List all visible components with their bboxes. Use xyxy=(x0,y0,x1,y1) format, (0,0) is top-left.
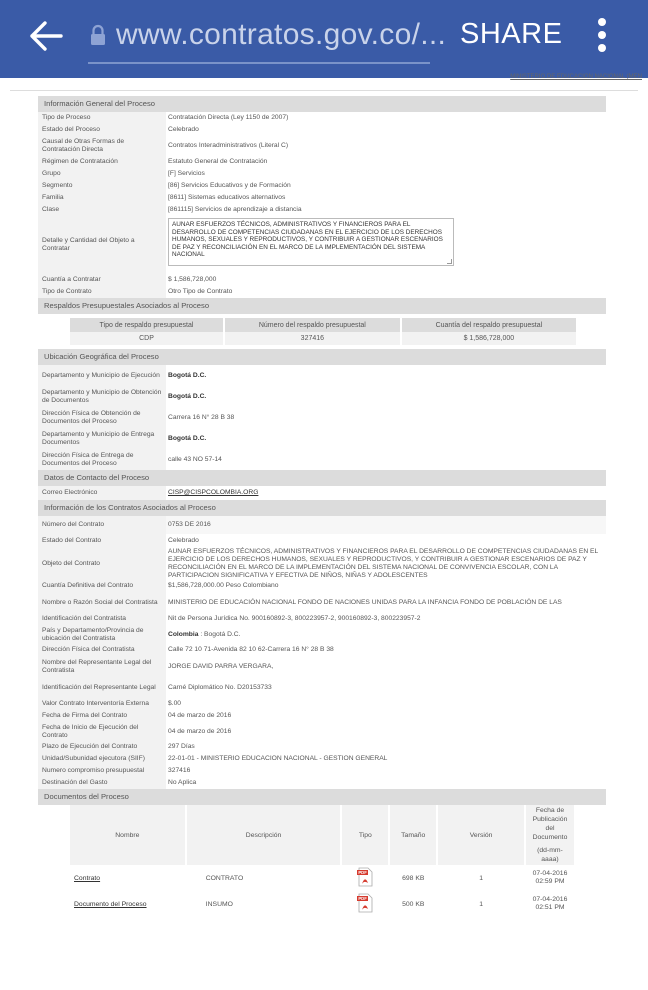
budget-table xyxy=(70,318,578,345)
pdf-file-icon[interactable] xyxy=(356,867,374,887)
row-label: Identificación del Contratista xyxy=(38,613,166,625)
section-location: Ubicación Geográfica del Proceso xyxy=(38,349,606,365)
table-row xyxy=(70,332,577,345)
svg-text:PDF: PDF xyxy=(358,896,368,902)
row-label: Dirección Física de Obtención de Documentos del Proceso xyxy=(38,407,166,428)
row-value: Celebrado xyxy=(168,126,199,133)
info-row xyxy=(38,428,606,449)
row-label: Causal de Otras Formas de Contratación Directa xyxy=(38,136,166,156)
row-label: Valor Contrato Interventoría Externa xyxy=(38,698,166,710)
document-link[interactable]: Documento del Proceso xyxy=(74,900,147,908)
row-label: Familia xyxy=(38,192,166,204)
row-value-rest: : Bogotá D.C. xyxy=(198,630,241,638)
table-row xyxy=(70,891,575,917)
row-value: 297 Días xyxy=(168,743,195,750)
info-row xyxy=(38,580,606,592)
document-link[interactable]: Contrato xyxy=(74,874,101,882)
column-header: Descripción xyxy=(186,805,342,865)
row-value: JORGE DAVID PARRA VERGARA, xyxy=(168,662,274,670)
row-value: $ 1,586,728,000 xyxy=(168,276,217,283)
info-row xyxy=(38,449,606,470)
row-email xyxy=(38,486,606,500)
row-label: Segmento xyxy=(38,180,166,192)
table-cell-date: 07-04-2016 02:51 PM xyxy=(532,896,568,911)
info-row xyxy=(38,613,606,625)
row-value: No Aplica xyxy=(168,779,197,786)
info-row xyxy=(38,204,606,216)
info-row xyxy=(38,677,606,698)
row-value: Bogotá D.C. xyxy=(168,371,207,379)
table-cell: CDP xyxy=(70,332,224,345)
info-row xyxy=(38,765,606,777)
info-row xyxy=(38,722,606,741)
info-row xyxy=(38,698,606,710)
info-row xyxy=(38,386,606,407)
row-label: Plazo de Ejecución del Contrato xyxy=(38,741,166,753)
info-row xyxy=(38,192,606,204)
table-cell: INSUMO xyxy=(205,900,233,908)
info-row xyxy=(38,625,606,644)
row-label: Grupo xyxy=(38,168,166,180)
row-label: Destinación del Gasto xyxy=(38,777,166,789)
row-value: 0753 DE 2016 xyxy=(166,516,606,534)
row-value: AUNAR ESFUERZOS TÉCNICOS, ADMINISTRATIVOS Y FINANCIEROS PARA EL DESARROLLO DE COMPETENCIAS CIUDADANAS EN EL EJERCICIO DE LOS DERECHOS HUMANOS, SEXUALES Y REPRODUCTIVOS, Y CONTRIBUIR A GESTIONAR ESCENARIOS DE PAZ Y RECONCILIACIÓN EN EL MARCO DE LA IMPLEMENTACIÓN DEL SISTEMA NACIONAL DE CONVIVENCIA ESCOLAR, CON LA PARTICIPACION SIGNIFICATIVA Y EFECTIVA DE NIÑOS, NIÑAS Y ADOLESCENTES xyxy=(168,547,598,579)
row-value: Bogotá D.C. xyxy=(168,392,207,400)
info-row xyxy=(38,547,606,580)
column-header: Tipo de respaldo presupuestal xyxy=(70,318,224,332)
row-value: Estatuto General de Contratación xyxy=(168,158,268,165)
row-label: País y Departamento/Provincia de ubicación del Contratista xyxy=(38,625,166,644)
info-row xyxy=(38,753,606,765)
row-label: Cuantía a Contratar xyxy=(38,274,166,286)
table-cell: 327416 xyxy=(224,332,401,345)
row-label: Numero compromiso presupuestal xyxy=(38,765,166,777)
row-label: Tipo de Proceso xyxy=(38,112,166,124)
row-value: Calle 72 10 71-Avenida 82 10 62-Carrera 16 N° 28 B 38 xyxy=(168,646,334,653)
row-value: Carrera 16 N° 28 B 38 xyxy=(168,413,235,421)
row-label: Estado del Proceso xyxy=(38,124,166,136)
more-options-icon[interactable] xyxy=(592,18,612,52)
row-label: Departamento y Municipio de Obtención de Documentos xyxy=(38,386,166,407)
row-value: Otro Tipo de Contrato xyxy=(168,288,233,295)
row-label: Cuantía Definitiva del Contrato xyxy=(38,580,166,592)
row-value: [F] Servicios xyxy=(168,170,205,177)
info-row xyxy=(38,777,606,789)
divider xyxy=(10,90,638,91)
section-budget: Respaldos Presupuestales Asociados al Proceso xyxy=(38,298,606,314)
row-value: MINISTERIO DE EDUCACIÓN NACIONAL FONDO DE NACIONES UNIDAS PARA LA INFANCIA FONDO DE POBLACIÓN DE LAS xyxy=(168,598,562,606)
section-contact: Datos de Contacto del Proceso xyxy=(38,470,606,486)
row-value: Celebrado xyxy=(168,536,199,544)
table-cell: 1 xyxy=(479,874,483,882)
email-link[interactable]: CISP@CISPCOLOMBIA.ORG xyxy=(168,489,259,496)
table-cell-date: 07-04-2016 02:59 PM xyxy=(532,870,568,885)
browser-toolbar xyxy=(0,0,648,78)
table-cell: $ 1,586,728,000 xyxy=(401,332,577,345)
info-row xyxy=(38,136,606,156)
row-label: Clase xyxy=(38,204,166,216)
process-detail xyxy=(38,96,606,917)
row-value: 04 de marzo de 2016 xyxy=(168,712,232,719)
documents-table xyxy=(70,805,576,917)
row-label: Nombre o Razón Social del Contratista xyxy=(38,592,166,613)
column-header: Nombre xyxy=(70,805,186,865)
row-label: Objeto del Contrato xyxy=(38,547,166,580)
column-header: Cuantía del respaldo presupuestal xyxy=(401,318,577,332)
lock-icon xyxy=(90,24,106,46)
info-row xyxy=(38,644,606,656)
page-content xyxy=(0,74,648,990)
info-row xyxy=(38,534,606,547)
section-documents: Documentos del Proceso xyxy=(38,789,606,805)
row-label: Tipo de Contrato xyxy=(38,286,166,298)
info-row xyxy=(38,365,606,386)
row-label: Departamento y Municipio de Ejecución xyxy=(38,365,166,386)
row-label: Fecha de Inicio de Ejecución del Contrato xyxy=(38,722,166,741)
row-label: Régimen de Contratación xyxy=(38,156,166,168)
info-row xyxy=(38,156,606,168)
info-row xyxy=(38,710,606,722)
info-row xyxy=(38,168,606,180)
row-value: calle 43 NO 57-14 xyxy=(168,455,222,463)
row-label: Dirección Física del Contratista xyxy=(38,644,166,656)
info-row xyxy=(38,112,606,124)
share-button[interactable]: SHARE xyxy=(460,18,563,50)
info-row xyxy=(38,656,606,677)
row-label: Detalle y Cantidad del Objeto a Contratar xyxy=(38,216,166,274)
info-row xyxy=(38,516,606,534)
row-label: Número del Contrato xyxy=(38,516,166,534)
row-value: 04 de marzo de 2016 xyxy=(168,727,232,735)
row-objeto xyxy=(38,216,606,274)
column-header: Tamaño xyxy=(389,805,437,865)
column-header: Versión xyxy=(437,805,525,865)
column-header-date: Fecha de Publicación del Documento (dd-mm-aaaa) xyxy=(525,805,575,865)
info-row xyxy=(38,286,606,298)
back-arrow-icon[interactable] xyxy=(28,18,64,54)
info-row xyxy=(38,592,606,613)
objeto-textarea[interactable]: AUNAR ESFUERZOS TÉCNICOS, ADMINISTRATIVOS Y FINANCIEROS PARA EL DESARROLLO DE COMPETENCIAS CIUDADANAS EN EL EJERCICIO DE LOS DERECHOS HUMANOS, SEXUALES Y REPRODUCTIVOS, Y CONTRIBUIR A GESTIONAR ESCENARIOS DE PAZ Y RECONCILIACIÓN EN EL MARCO DE LA IMPLEMENTACIÓN DEL SISTEMA NACIONAL xyxy=(168,218,454,266)
row-label: Nombre del Representante Legal del Contratista xyxy=(38,656,166,677)
info-row xyxy=(38,274,606,286)
table-cell: CONTRATO xyxy=(205,874,244,882)
row-label: Unidad/Subunidad ejecutora (SIIF) xyxy=(38,753,166,765)
row-value: [8611] Sistemas educativos alternativos xyxy=(168,194,286,201)
row-value xyxy=(166,625,606,644)
info-row xyxy=(38,407,606,428)
pdf-file-icon[interactable] xyxy=(356,893,374,913)
row-value: [861115] Servicios de aprendizaje a distancia xyxy=(168,206,302,213)
row-value: Contratos Interadministrativos (Literal C) xyxy=(168,142,289,149)
section-general-info: Información General del Proceso xyxy=(38,96,606,112)
address-bar[interactable] xyxy=(88,14,447,64)
column-header: Tipo xyxy=(341,805,389,865)
row-label: Correo Electrónico xyxy=(38,486,166,500)
row-value: $.00 xyxy=(168,700,182,707)
entity-name-link[interactable]: MINISTERIO DE EDUCACION NACIONAL (MEN xyxy=(510,74,642,80)
row-value: [86] Servicios Educativos y de Formación xyxy=(168,182,291,189)
column-header: Número del respaldo presupuestal xyxy=(224,318,401,332)
row-label: Identificación del Representante Legal xyxy=(38,677,166,698)
info-row xyxy=(38,741,606,753)
row-label: Fecha de Firma del Contrato xyxy=(38,710,166,722)
table-row xyxy=(70,865,575,891)
info-row xyxy=(38,124,606,136)
resize-handle[interactable] xyxy=(447,259,452,264)
row-label: Dirección Física de Entrega de Documentos del Proceso xyxy=(38,449,166,470)
row-value: Bogotá D.C. xyxy=(168,434,207,442)
row-label: Estado del Contrato xyxy=(38,534,166,547)
section-contracts: Información de los Contratos Asociados al Proceso xyxy=(38,500,606,516)
row-value: 22-01-01 - MINISTERIO EDUCACION NACIONAL - GESTION GENERAL xyxy=(168,755,388,762)
row-label: Departamento y Municipio de Entrega Documentos xyxy=(38,428,166,449)
row-value: Nit de Persona Jurídica No. 900160892-3, 800223957-2, 900160892-3, 800223957-2 xyxy=(168,615,421,622)
table-cell: 500 KB xyxy=(402,900,425,908)
row-value: 327416 xyxy=(168,767,191,774)
row-value: Contratación Directa (Ley 1150 de 2007) xyxy=(168,114,289,121)
svg-text:PDF: PDF xyxy=(358,870,368,876)
url-text: www.contratos.gov.co/... xyxy=(116,18,447,51)
row-value: Carné Diplomático No. D20153733 xyxy=(168,683,272,691)
table-cell: 698 KB xyxy=(402,874,425,882)
row-value: $1,586,728,000.00 Peso Colombiano xyxy=(168,582,279,589)
table-cell: 1 xyxy=(479,900,483,908)
row-value-bold: Colombia xyxy=(168,630,199,638)
info-row xyxy=(38,180,606,192)
